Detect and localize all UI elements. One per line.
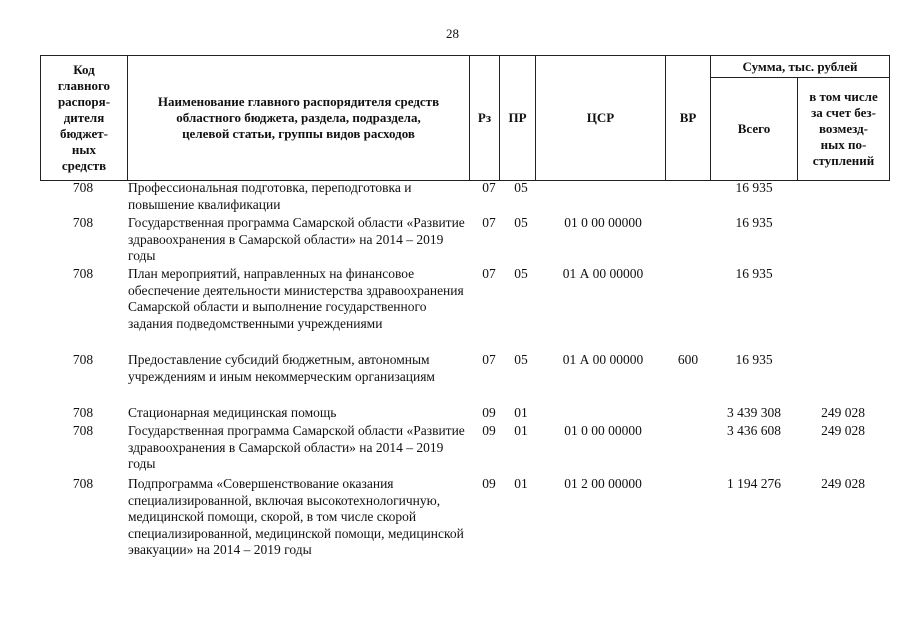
header-sum: Сумма, тыс. рублей xyxy=(742,58,858,74)
row-csr: 01 0 00 00000 xyxy=(564,423,642,438)
row-vr: 600 xyxy=(677,352,699,367)
header-total: Всего xyxy=(737,121,771,136)
row-total: 16 935 xyxy=(735,266,773,281)
header-pr: ПР xyxy=(508,110,527,125)
row-pr: 05 xyxy=(514,266,528,281)
row-total: 1 194 276 xyxy=(727,476,781,491)
row-code: 708 xyxy=(72,266,94,281)
row-name: Предоставление субсидий бюджетным, автономным учреждениям и иным некоммерческим организациям xyxy=(128,352,435,384)
row-name: Государственная программа Самарской области «Развитие здравоохранения в Самарской области» на 2014 – 2019 годы xyxy=(128,423,465,472)
row-pr: 01 xyxy=(514,476,528,491)
row-name: Стационарная медицинская помощь xyxy=(128,405,337,420)
header-name: Наименование главного распорядителя средств областного бюджета, раздела, подраздела, целевой статьи, группы видов расходов xyxy=(157,94,440,141)
row-total: 16 935 xyxy=(735,352,773,367)
row-free: 249 028 xyxy=(821,423,865,438)
header-code: Код главного распоря- дителя бюджет- ных средств xyxy=(57,62,111,173)
row-rz: 09 xyxy=(482,476,496,491)
row-name: Подпрограмма «Совершенствование оказания специализированной, включая высокотехнологичную, медицинской помощи, скорой, в том числе скорой специализированной, медицинской помощи, медицинской эвакуации» на 2014 – 2019 годы xyxy=(128,476,464,558)
row-csr: 01 2 00 00000 xyxy=(564,476,642,491)
row-total: 16 935 xyxy=(735,215,773,230)
row-code: 708 xyxy=(72,405,94,420)
row-rz: 07 xyxy=(482,215,496,230)
row-total: 3 439 308 xyxy=(727,405,781,420)
row-csr: 01 0 00 00000 xyxy=(564,215,642,230)
row-total: 3 436 608 xyxy=(727,423,781,438)
row-code: 708 xyxy=(72,423,94,438)
row-code: 708 xyxy=(72,476,94,491)
row-rz: 07 xyxy=(482,266,496,281)
row-name: Государственная программа Самарской области «Развитие здравоохранения в Самарской области» на 2014 – 2019 годы xyxy=(128,215,465,264)
row-code: 708 xyxy=(72,215,94,230)
page-number: 28 xyxy=(446,26,459,41)
row-name: План мероприятий, направленных на финансовое обеспечение деятельности министерства здравоохранения Самарской области и выполнение государственного задания подведомственными учреждениями xyxy=(128,266,464,331)
row-name: Профессиональная подготовка, переподготовка и повышение квалификации xyxy=(128,180,412,212)
row-csr: 01 А 00 00000 xyxy=(562,266,644,281)
header-free: в том числе за счет без- возмезд- ных по- ступлений xyxy=(809,89,878,168)
row-rz: 07 xyxy=(482,352,496,367)
row-code: 708 xyxy=(72,180,94,195)
row-pr: 05 xyxy=(514,352,528,367)
header-rz: Рз xyxy=(477,110,492,125)
header-csr: ЦСР xyxy=(586,110,615,125)
row-total: 16 935 xyxy=(735,180,773,195)
row-csr: 01 А 00 00000 xyxy=(562,352,644,367)
header-vr: ВР xyxy=(679,110,697,125)
row-pr: 05 xyxy=(514,215,528,230)
table-header xyxy=(40,55,890,181)
row-free: 249 028 xyxy=(821,476,865,491)
row-pr: 01 xyxy=(514,405,528,420)
row-pr: 01 xyxy=(514,423,528,438)
row-code: 708 xyxy=(72,352,94,367)
row-rz: 07 xyxy=(482,180,496,195)
row-free: 249 028 xyxy=(821,405,865,420)
row-rz: 09 xyxy=(482,423,496,438)
row-pr: 05 xyxy=(514,180,528,195)
row-rz: 09 xyxy=(482,405,496,420)
